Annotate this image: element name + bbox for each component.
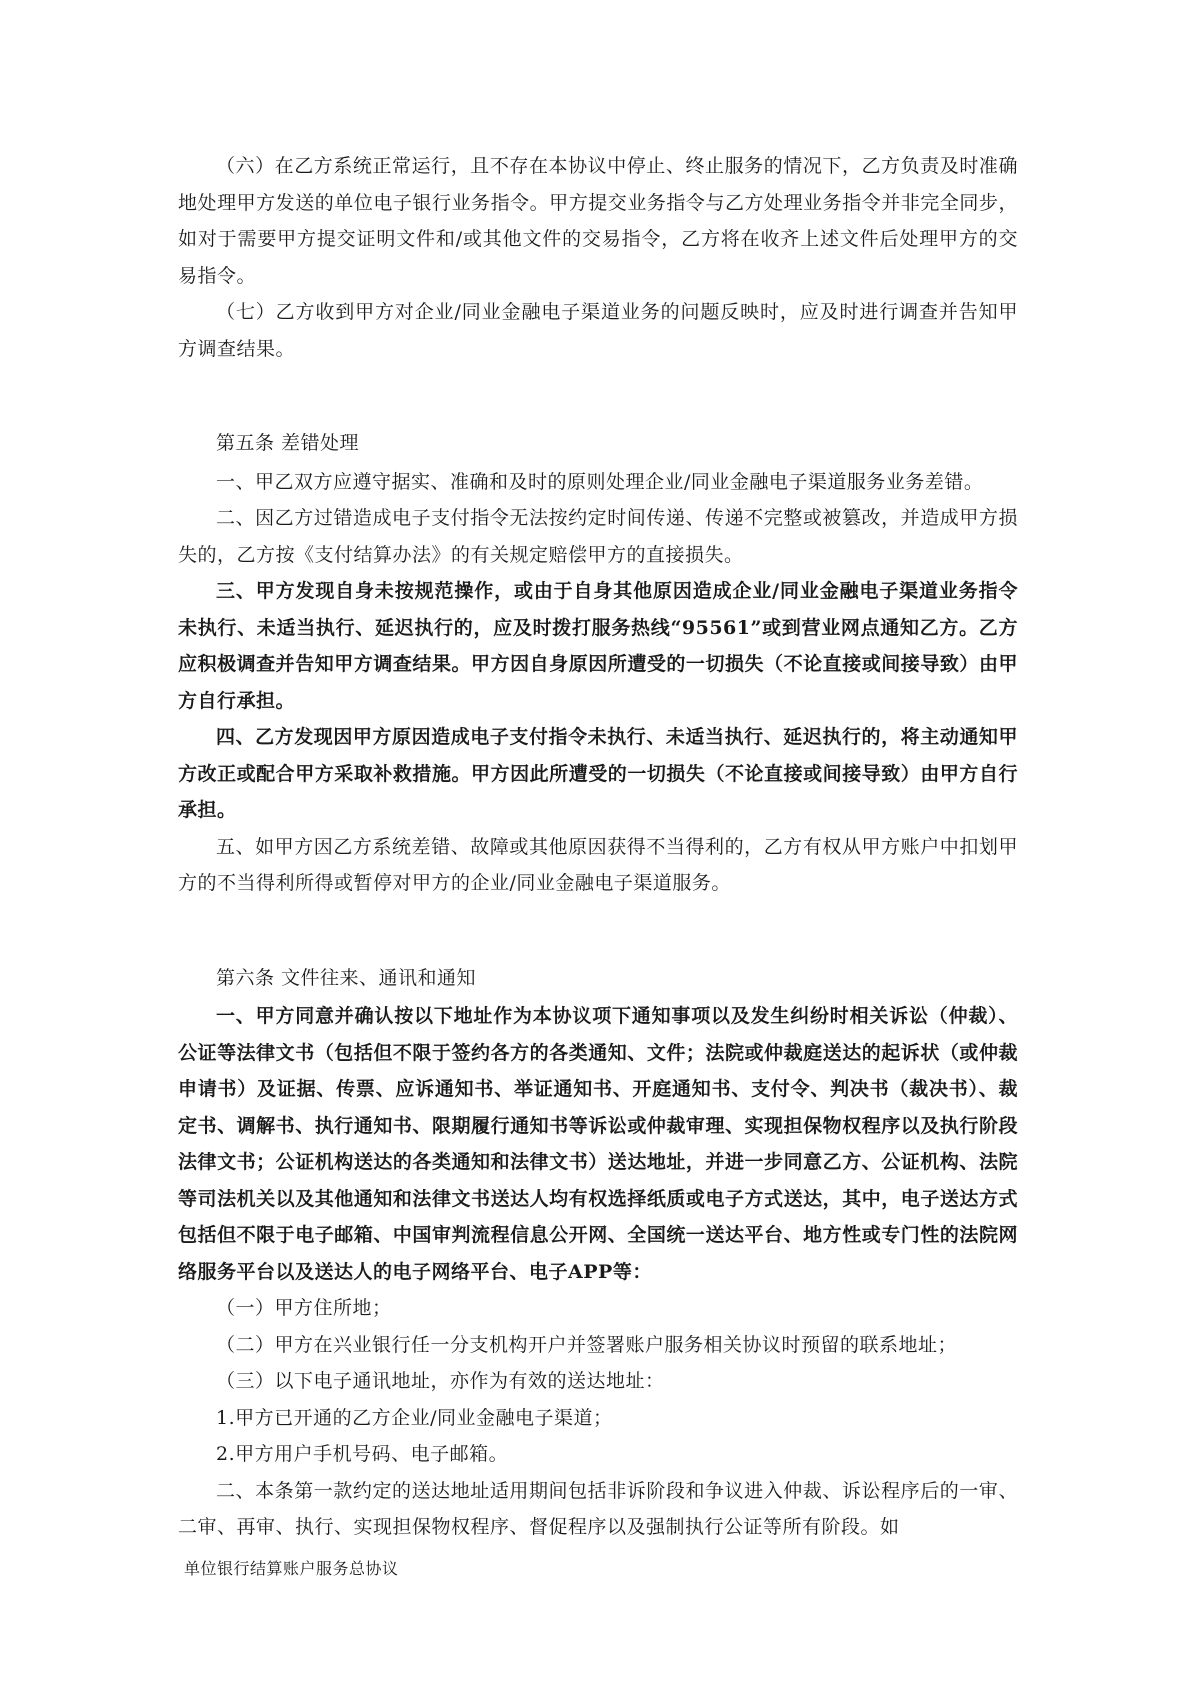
clause-5-1: 一、甲乙双方应遵守据实、准确和及时的原则处理企业/同业金融电子渠道服务业务差错。: [216, 470, 984, 493]
clause-4-6: （六）在乙方系统正常运行，且不存在本协议中停止、终止服务的情况下，乙方负责及时准确地处理甲方发送的单位电子银行业务指令。甲方提交业务指令与乙方处理业务指令并非完全同步，如对于需要甲方提交证明文件和/或其他文件的交易指令，乙方将在收齐上述文件后处理甲方的交易指令。: [178, 155, 1018, 287]
document-body: [178, 148, 1018, 1546]
clause-5-5: 五、如甲方因乙方系统差错、故障或其他原因获得不当得利的，乙方有权从甲方账户中扣划甲方的不当得利所得或暂停对甲方的企业/同业金融电子渠道服务。: [178, 835, 1018, 894]
page-footer: 单位银行结算账户服务总协议: [184, 1559, 399, 1578]
section-article-5: [178, 425, 1018, 902]
clause-5-4: 四、乙方发现因甲方原因造成电子支付指令未执行、未适当执行、延迟执行的，将主动通知甲方改正或配合甲方采取补救措施。甲方因此所遭受的一切损失（不论直接或间接导致）由甲方自行承担。: [178, 726, 1018, 821]
clause-6-1-item-3-2: 2.甲方用户手机号码、电子邮箱。: [216, 1443, 509, 1465]
clause-6-1-item-1: （一）甲方住所地；: [216, 1297, 392, 1319]
clause-6-2: 二、本条第一款约定的送达地址适用期间包括非诉阶段和争议进入仲裁、诉讼程序后的一审、二审、再审、执行、实现担保物权程序、督促程序以及强制执行公证等所有阶段。如: [178, 1479, 1018, 1538]
clause-6-1-item-3: （三）以下电子通讯地址，亦作为有效的送达地址：: [216, 1370, 665, 1392]
clause-6-1-item-3-1: 1.甲方已开通的乙方企业/同业金融电子渠道；: [216, 1406, 613, 1429]
article-6-heading: 第六条 文件往来、通讯和通知: [216, 966, 477, 989]
section-article-6: [178, 960, 1018, 1546]
clause-5-3: 三、甲方发现自身未按规范操作，或由于自身其他原因造成企业/同业金融电子渠道业务指令未执行、未适当执行、延迟执行的，应及时拨打服务热线“95561”或到营业网点通知乙方。乙方应积极调查并告知甲方调查结果。甲方因自身原因所遭受的一切损失（不论直接或间接导致）由甲方自行承担。: [178, 580, 1018, 712]
clause-6-1-item-2: （二）甲方在兴业银行任一分支机构开户并签署账户服务相关协议时预留的联系地址；: [216, 1333, 958, 1356]
clause-4-7: （七）乙方收到甲方对企业/同业金融电子渠道业务的问题反映时，应及时进行调查并告知甲方调查结果。: [178, 301, 1018, 360]
article-5-heading: 第五条 差错处理: [216, 432, 360, 454]
clause-5-2: 二、因乙方过错造成电子支付指令无法按约定时间传递、传递不完整或被篡改，并造成甲方损失的，乙方按《支付结算办法》的有关规定赔偿甲方的直接损失。: [178, 507, 1018, 566]
clause-6-1: 一、甲方同意并确认按以下地址作为本协议项下通知事项以及发生纠纷时相关诉讼（仲裁）、公证等法律文书（包括但不限于签约各方的各类通知、文件；法院或仲裁庭送达的起诉状（或仲裁申请书）及证据、传票、应诉通知书、举证通知书、开庭通知书、支付令、判决书（裁决书）、裁定书、调解书、执行通知书、限期履行通知书等诉讼或仲裁审理、实现担保物权程序以及执行阶段法律文书；公证机构送达的各类通知和法律文书）送达地址，并进一步同意乙方、公证机构、法院等司法机关以及其他通知和法律文书送达人均有权选择纸质或电子方式送达，其中，电子送达方式包括但不限于电子邮箱、中国审判流程信息公开网、全国统一送达平台、地方性或专门性的法院网络服务平台以及送达人的电子网络平台、电子APP等：: [178, 1005, 1018, 1283]
section-article-4-tail: [178, 148, 1018, 367]
